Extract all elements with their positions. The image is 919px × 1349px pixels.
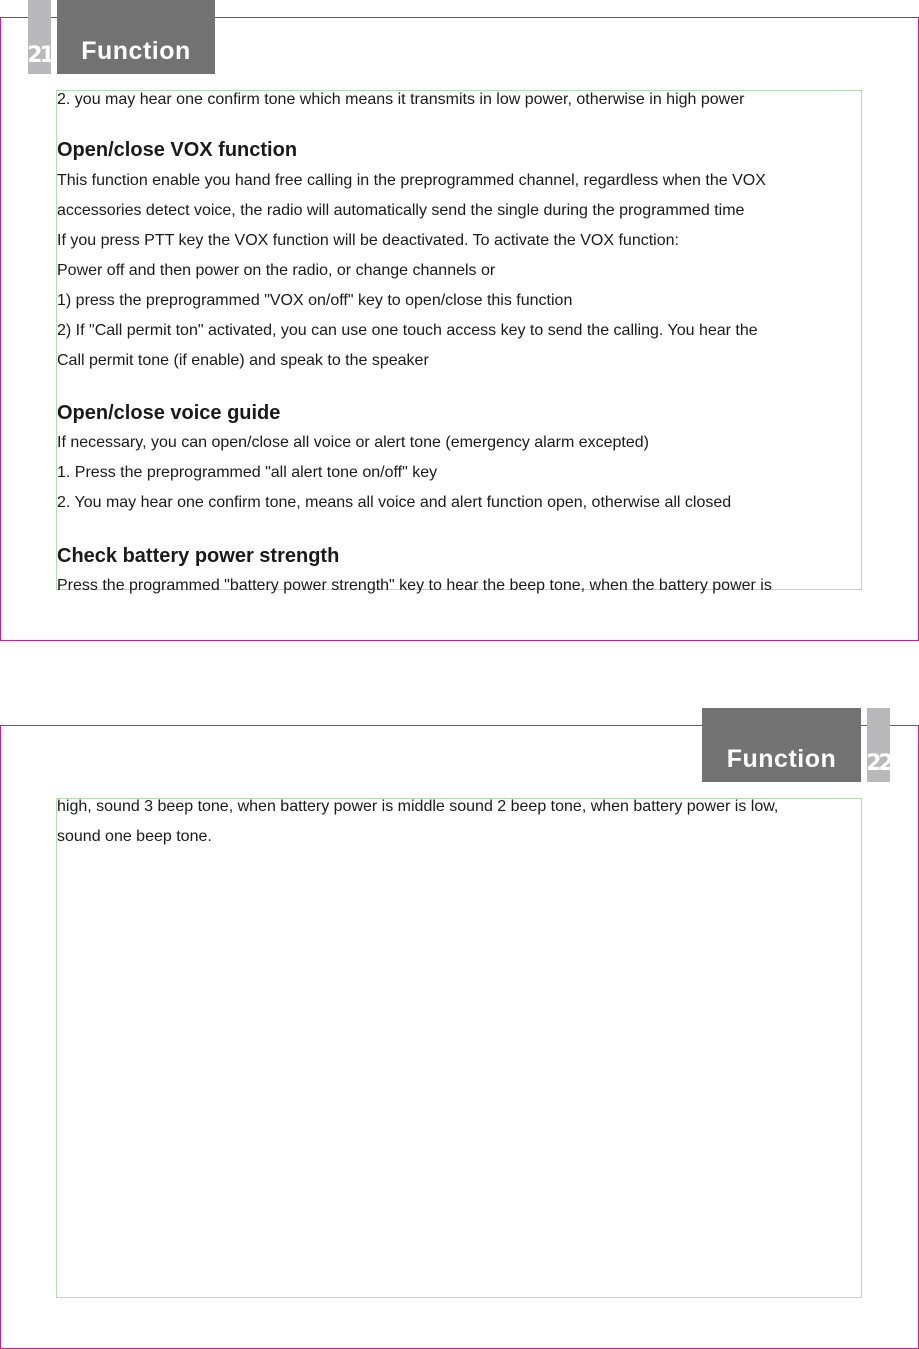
vox-line: 2) If "Call permit ton" activated, you can use one touch access key to send the calling. You hear the [57, 322, 758, 339]
voice-guide-line: 1. Press the preprogrammed "all alert tone on/off" key [57, 464, 438, 481]
vox-line: Power off and then power on the radio, or change channels or [57, 262, 496, 279]
page-number-21: 21 [28, 0, 51, 74]
battery-continued-line: high, sound 3 beep tone, when battery power is middle sound 2 beep tone, when battery power is low, [57, 798, 779, 815]
voice-guide-heading: Open/close voice guide [57, 402, 281, 424]
vox-line: If you press PTT key the VOX function will be deactivated. To activate the VOX function: [57, 232, 679, 249]
section-tab-function: Function [57, 0, 215, 74]
vox-line: 1) press the preprogrammed "VOX on/off" key to open/close this function [57, 292, 573, 309]
voice-guide-line: If necessary, you can open/close all voice or alert tone (emergency alarm excepted) [57, 434, 649, 451]
page-number-22: 22 [867, 708, 890, 782]
page-22-content-area [56, 798, 862, 1298]
battery-heading: Check battery power strength [57, 545, 340, 567]
battery-continued-line: sound one beep tone. [57, 828, 212, 845]
battery-line: Press the programmed "battery power strength" key to hear the beep tone, when the battery power is [57, 577, 772, 594]
vox-line: Call permit tone (if enable) and speak to the speaker [57, 352, 429, 369]
voice-guide-line: 2. You may hear one confirm tone, means all voice and alert function open, otherwise all closed [57, 494, 732, 511]
intro-line: 2. you may hear one confirm tone which means it transmits in low power, otherwise in high power [57, 91, 745, 108]
vox-line: accessories detect voice, the radio will automatically send the single during the programmed time [57, 202, 745, 219]
section-tab-function: Function [702, 708, 861, 782]
vox-line: This function enable you hand free calling in the preprogrammed channel, regardless when the VOX [57, 172, 766, 189]
vox-heading: Open/close VOX function [57, 139, 298, 161]
